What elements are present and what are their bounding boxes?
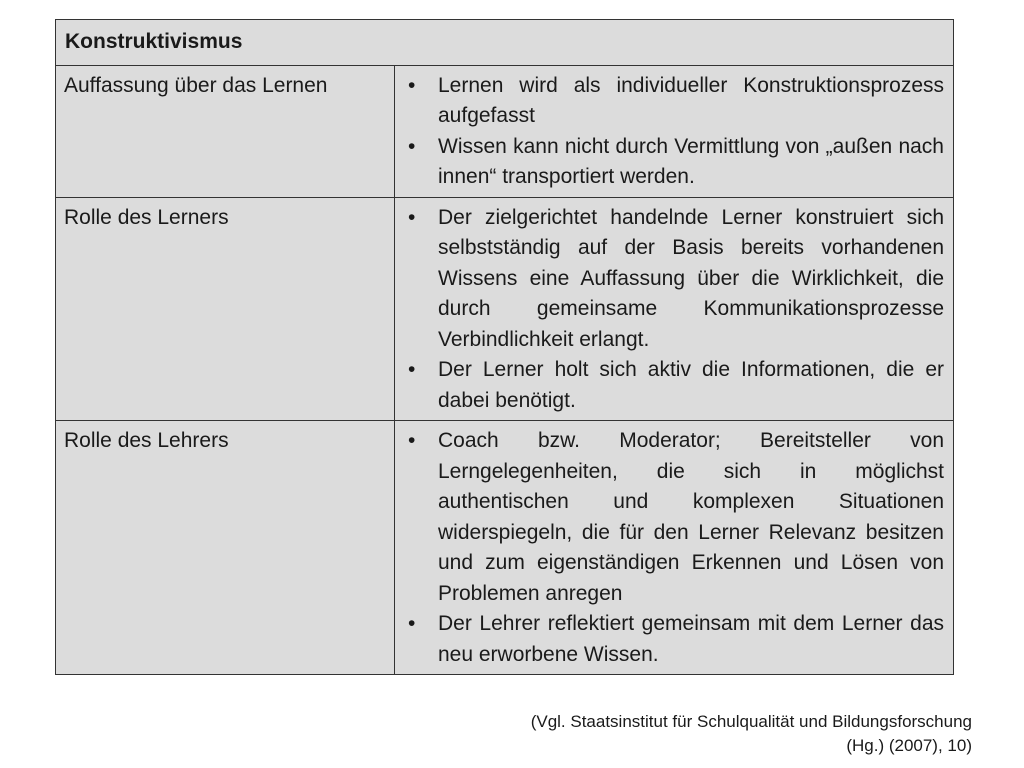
bullet-list bbox=[404, 203, 944, 417]
bullet-text: Lernen wird als individueller Konstruktionsprozess aufgefasst bbox=[438, 73, 944, 127]
row-content bbox=[395, 197, 954, 421]
bullet-item bbox=[404, 71, 944, 132]
konstruktivismus-table bbox=[55, 19, 954, 675]
row-label: Rolle des Lerners bbox=[56, 197, 395, 421]
bullet-list bbox=[404, 426, 944, 670]
table-row bbox=[56, 197, 954, 421]
row-label: Rolle des Lehrers bbox=[56, 421, 395, 675]
table-header: Konstruktivismus bbox=[56, 20, 954, 66]
bullet-item bbox=[404, 609, 944, 670]
table-header-row bbox=[56, 20, 954, 66]
bullet-text: Der Lehrer reflektiert gemeinsam mit dem Lerner das neu erworbene Wissen. bbox=[438, 612, 944, 666]
bullet-icon: • bbox=[408, 134, 416, 158]
table-row bbox=[56, 65, 954, 197]
bullet-text: Coach bzw. Moderator; Bereitsteller von Lerngelegenheiten, die sich in möglichst authentischen und komplexen Situationen widerspiegeln, die für den Lerner Relevanz besitzen und zum eigenständigen Erkennen und Lösen von Problemen anregen bbox=[438, 429, 944, 605]
bullet-item bbox=[404, 132, 944, 193]
bullet-icon: • bbox=[408, 358, 416, 381]
citation-line: (Vgl. Staatsinstitut für Schulqualität und Bildungsforschung bbox=[530, 712, 972, 731]
source-citation bbox=[531, 710, 972, 758]
row-label: Auffassung über das Lernen bbox=[56, 65, 395, 197]
bullet-item bbox=[404, 203, 944, 356]
bullet-item bbox=[404, 355, 944, 416]
bullet-item bbox=[404, 426, 944, 609]
bullet-icon: • bbox=[408, 205, 416, 229]
bullet-icon: • bbox=[408, 429, 416, 452]
bullet-text: Der zielgerichtet handelnde Lerner konstruiert sich selbstständig auf der Basis bereits vorhandenen Wissens eine Auffassung über die Wirklichkeit, die durch gemeinsame Kommunikationsprozesse Verbindlichkeit erlangt. bbox=[438, 205, 944, 351]
bullet-text: Der Lerner holt sich aktiv die Informationen, die er dabei benötigt. bbox=[438, 358, 944, 412]
bullet-text: Wissen kann nicht durch Vermittlung von „außen nach innen“ transportiert werden. bbox=[438, 134, 944, 188]
bullet-icon: • bbox=[408, 612, 416, 635]
bullet-list bbox=[404, 71, 944, 193]
citation-line: (Hg.) (2007), 10) bbox=[846, 736, 972, 755]
row-content bbox=[395, 421, 954, 675]
row-content bbox=[395, 65, 954, 197]
bullet-icon: • bbox=[408, 73, 416, 97]
table-row bbox=[56, 421, 954, 675]
